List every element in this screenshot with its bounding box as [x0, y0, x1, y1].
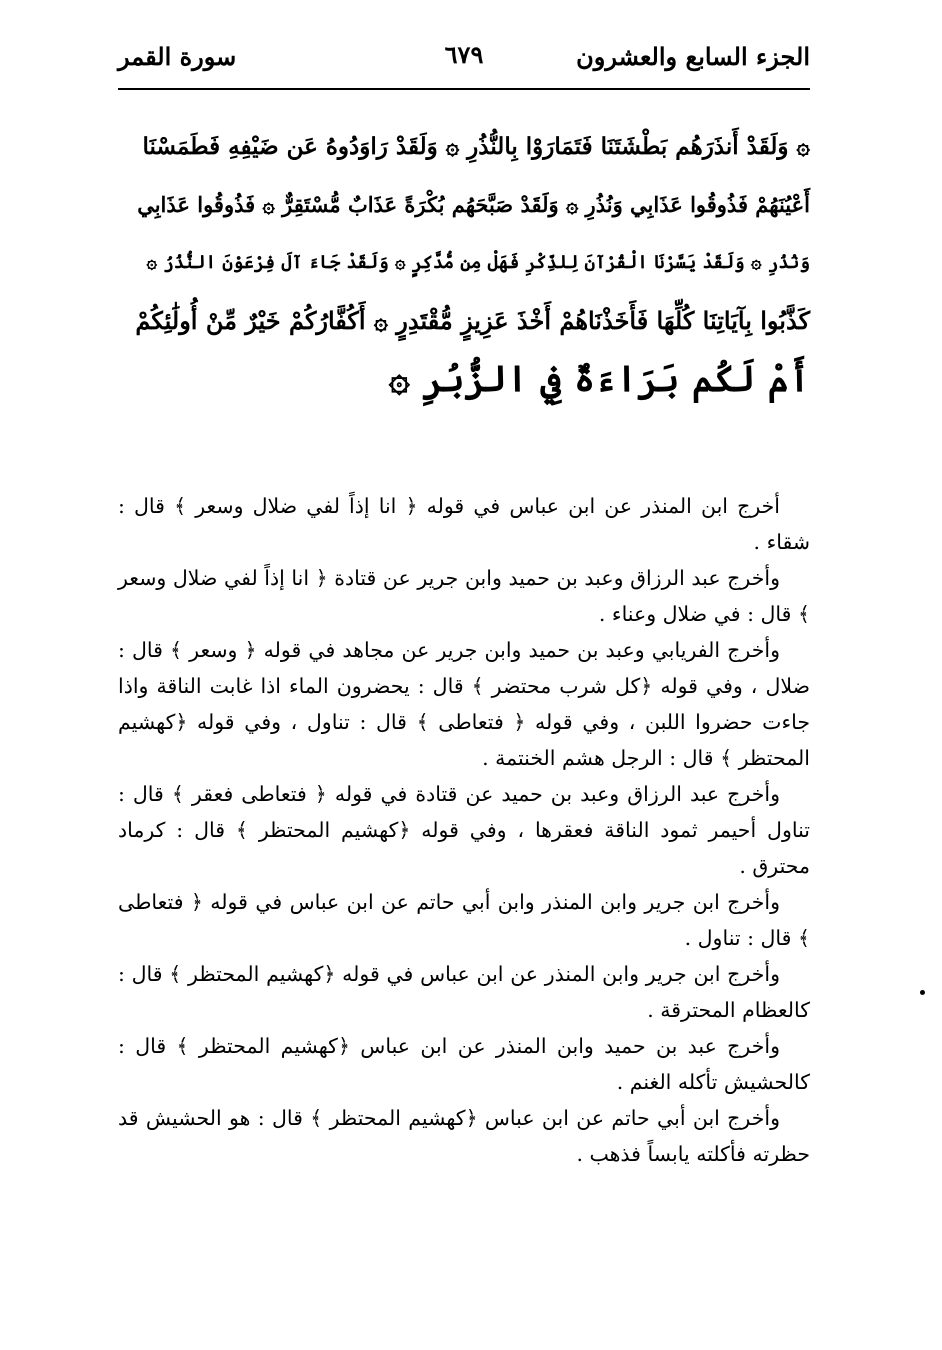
commentary-paragraph: أخرج ابن المنذر عن ابن عباس في قوله ﴿ انا إذاً لفي ضلال وسعر ﴾ قال : شقاء .	[118, 494, 810, 554]
part-title: الجزء السابع والعشرون	[576, 42, 810, 71]
commentary-paragraph: وأخرج ابن جرير وابن المنذر عن ابن عباس في قوله ﴿كهشيم المحتظر ﴾ قال : كالعظام المحترقة .	[118, 962, 810, 1022]
commentary-paragraph: وأخرج ابن أبي حاتم عن ابن عباس ﴿كهشيم المحتظر ﴾ قال : هو الحشيش قد حظرته فأكلته يابساً فذهب .	[118, 1106, 810, 1166]
verse-line: ۞ وَلَقَدْ أَنذَرَهُم بَطْشَتَنَا فَتَمَارَوْا بِالنُّذُرِ ۞ وَلَقَدْ رَاوَدُوهُ عَن ضَيْفِهِ فَطَمَسْنَا	[142, 133, 810, 160]
verse-line: كَذَّبُوا بِآيَاتِنَا كُلِّهَا فَأَخَذْنَاهُمْ أَخْذَ عَزِيزٍ مُّقْتَدِرٍ ۞ أَكُفَّارُكُمْ خَيْرٌ مِّنْ أُولَٰئِكُمْ	[135, 306, 810, 335]
verse-line: أَمْ لَكُم بَرَاءَةٌ فِي الزُّبُرِ ۞	[388, 358, 810, 400]
commentary-paragraph: وأخرج عبد الرزاق وعبد بن حميد وابن جرير عن قتادة ﴿ انا إذاً لفي ضلال وسعر ﴾ قال : في ضلال وعناء .	[118, 566, 810, 626]
verse-line: وَنُذُرِ ۞ وَلَقَدْ يَسَّرْنَا الْقُرْآنَ لِلذِّكْرِ فَهَلْ مِن مُّدَّكِرٍ ۞ وَلَقَدْ جَاءَ آلَ فِرْعَوْنَ النُّذُرُ ۞	[146, 252, 810, 273]
commentary	[118, 488, 810, 1172]
commentary-paragraph: وأخرج ابن جرير وابن المنذر وابن أبي حاتم عن ابن عباس في قوله ﴿ فتعاطى ﴾ قال : تناول .	[118, 890, 810, 950]
page-header	[118, 38, 810, 88]
verse-line: أَعْيُنَهُمْ فَذُوقُوا عَذَابِي وَنُذُرِ ۞ وَلَقَدْ صَبَّحَهُم بُكْرَةً عَذَابٌ مُّسْتَقِرٌّ ۞ فَذُوقُوا عَذَابِي	[137, 192, 810, 217]
surah-title: سورة القمر	[118, 42, 237, 71]
commentary-paragraph: وأخرج عبد بن حميد وابن المنذر عن ابن عباس ﴿كهشيم المحتظر ﴾ قال : كالحشيش تأكله الغنم .	[118, 1034, 810, 1094]
quran-verses	[118, 118, 810, 408]
commentary-paragraph: وأخرج الفريابي وعبد بن حميد وابن جرير عن مجاهد في قوله ﴿ وسعر ﴾ قال : ضلال ، وفي قوله ﴿كل شرب محتضر ﴾ قال : يحضرون الماء اذا غابت الناقة واذا جاءت حضروا اللبن ، وفي قوله ﴿ فتعاطى ﴾ قال : تناول ، وفي قوله ﴿كهشيم المحتظر ﴾ قال : الرجل هشم الخنتمة .	[118, 638, 810, 770]
page-number: ٦٧٩	[444, 40, 484, 69]
margin-speck	[920, 990, 925, 995]
header-divider	[118, 88, 810, 90]
commentary-paragraph: وأخرج عبد الرزاق وعبد بن حميد عن قتادة في قوله ﴿ فتعاطى فعقر ﴾ قال : تناول أحيمر ثمود الناقة فعقرها ، وفي قوله ﴿كهشيم المحتظر ﴾ قال : كرماد محترق .	[118, 782, 810, 878]
